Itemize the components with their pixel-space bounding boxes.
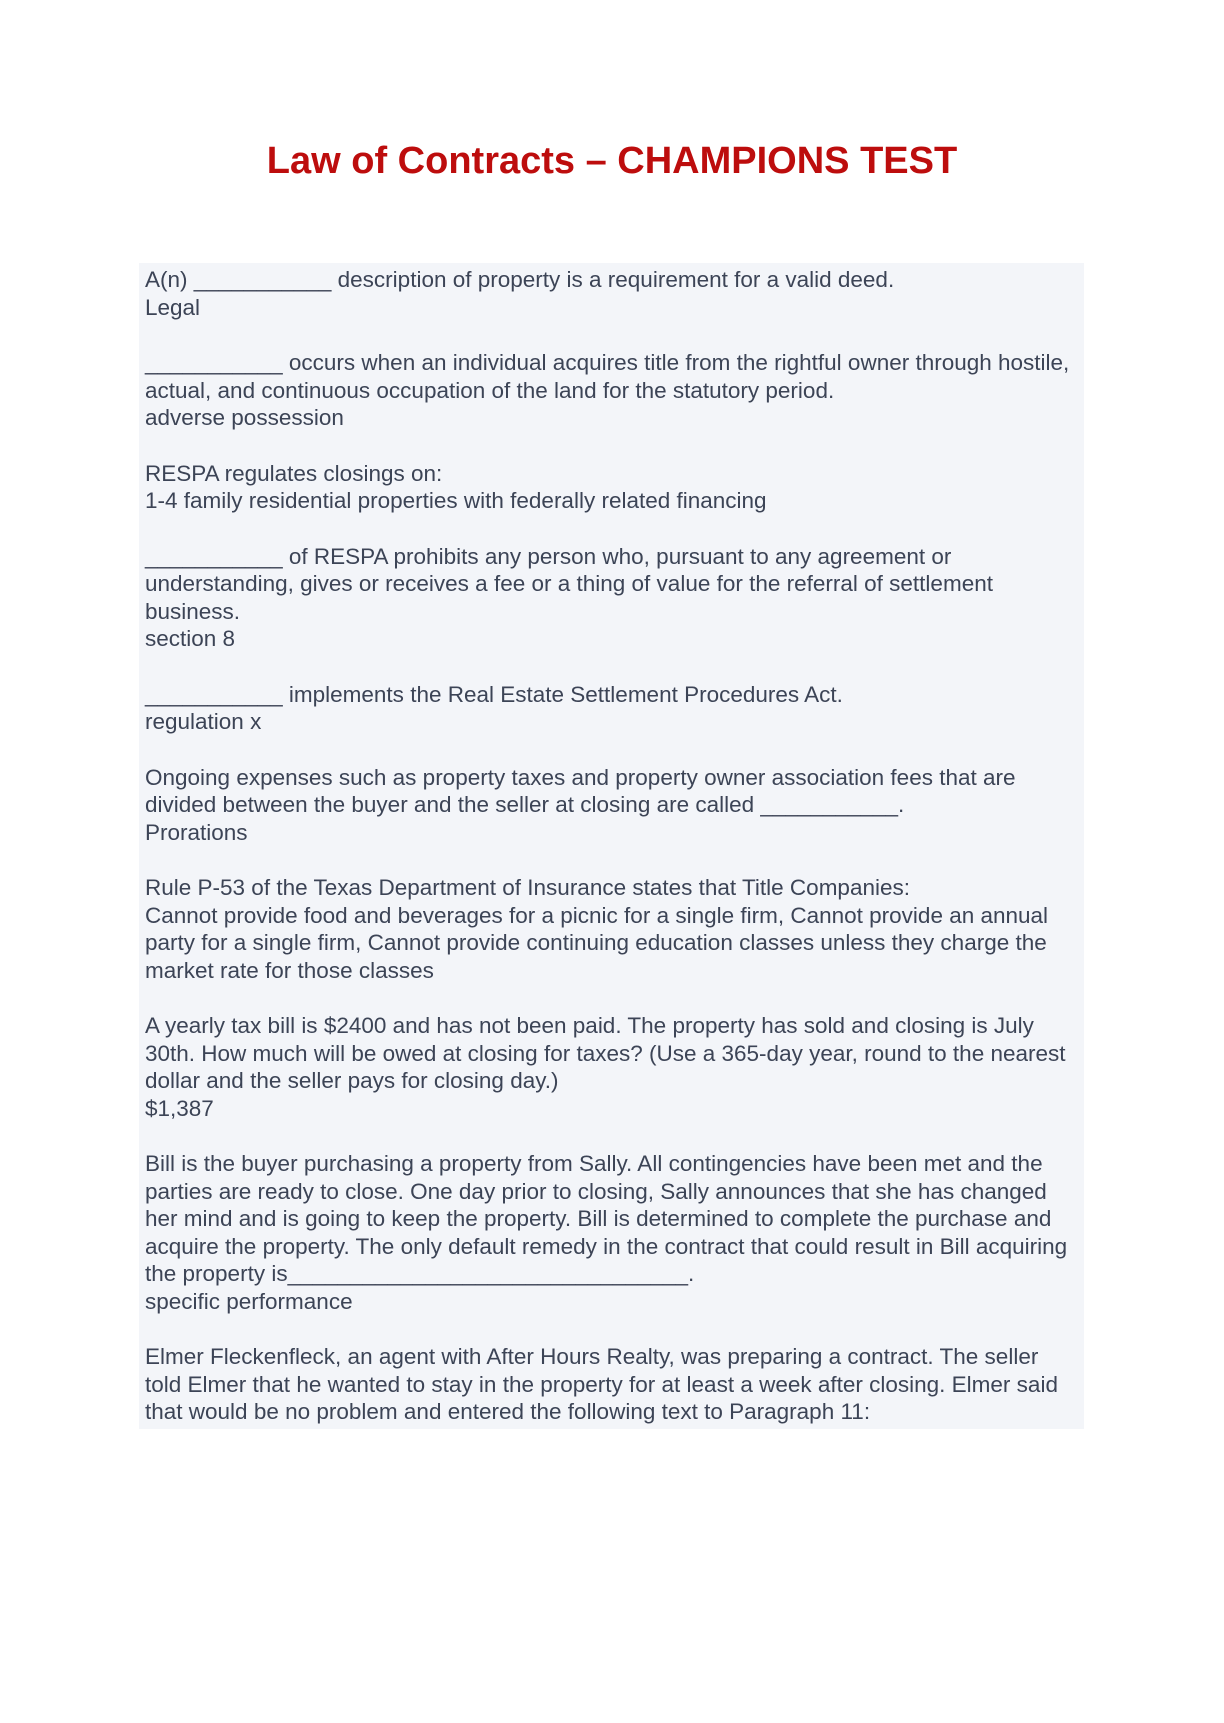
page bbox=[0, 139, 1224, 1723]
answer-text: Cannot provide food and beverages for a picnic for a single firm, Cannot provide an annual party for a single firm, Cannot provide continuing education classes unless they charge the market rate for those classes bbox=[145, 902, 1055, 983]
question-text: A yearly tax bill is $2400 and has not been paid. The property has sold and closing is July 30th. How much will be owed at closing for taxes? (Use a 365-day year, round to the nearest dollar and the seller pays for closing day.) bbox=[145, 1013, 1072, 1093]
qa-item bbox=[145, 543, 1076, 653]
qa-item bbox=[145, 460, 1076, 515]
qa-block bbox=[139, 263, 1084, 1429]
answer-text: section 8 bbox=[145, 626, 236, 651]
qa-item bbox=[145, 266, 1076, 321]
question-text: Ongoing expenses such as property taxes and property owner association fees that are divided between the buyer and the seller at closing are called ___________. bbox=[145, 764, 1022, 817]
answer-text: specific performance bbox=[145, 1288, 353, 1314]
question-text: Bill is the buyer purchasing a property from Sally. All contingencies have been met and the parties are ready to close. One day prior to closing, Sally announces that she has changed her mind and is going to keep the property. Bill is determined to complete the purchase and acquire the property. The only default remedy in the contract that could result in Bill acquiring the property is________________________________. bbox=[145, 1151, 1074, 1286]
qa-item bbox=[145, 874, 1076, 984]
question-text: Elmer Fleckenfleck, an agent with After Hours Realty, was preparing a contract. The seller told Elmer that he wanted to stay in the property for at least a week after closing. Elmer said that would be no problem and entered the following text to Paragraph 11: bbox=[145, 1344, 1065, 1424]
qa-item bbox=[145, 681, 1076, 736]
qa-item bbox=[145, 349, 1076, 432]
answer-text: Legal bbox=[145, 294, 201, 320]
answer-text: Prorations bbox=[145, 819, 248, 845]
answer-text: adverse possession bbox=[145, 405, 344, 430]
answer-text: regulation x bbox=[145, 709, 262, 734]
answer-text: $1,387 bbox=[145, 1095, 214, 1121]
question-text: Rule P-53 of the Texas Department of Insurance states that Title Companies: bbox=[145, 875, 910, 900]
question-text: A(n) ___________ description of property is a requirement for a valid deed. bbox=[145, 267, 895, 292]
qa-item bbox=[145, 1012, 1076, 1122]
question-text: RESPA regulates closings on: bbox=[145, 460, 443, 486]
qa-item bbox=[145, 764, 1076, 847]
qa-item bbox=[145, 1150, 1076, 1315]
question-text: ___________ occurs when an individual acquires title from the rightful owner through hostile, actual, and continuous occupation of the land for the statutory period. bbox=[145, 350, 1076, 403]
question-text: ___________ of RESPA prohibits any person who, pursuant to any agreement or understanding, gives or receives a fee or a thing of value for the referral of settlement business. bbox=[145, 543, 1000, 624]
answer-text: 1-4 family residential properties with federally related financing bbox=[145, 488, 767, 513]
qa-item bbox=[145, 1343, 1076, 1426]
page-title: Law of Contracts – CHAMPIONS TEST bbox=[266, 140, 958, 182]
question-text: ___________ implements the Real Estate Settlement Procedures Act. bbox=[145, 681, 843, 707]
